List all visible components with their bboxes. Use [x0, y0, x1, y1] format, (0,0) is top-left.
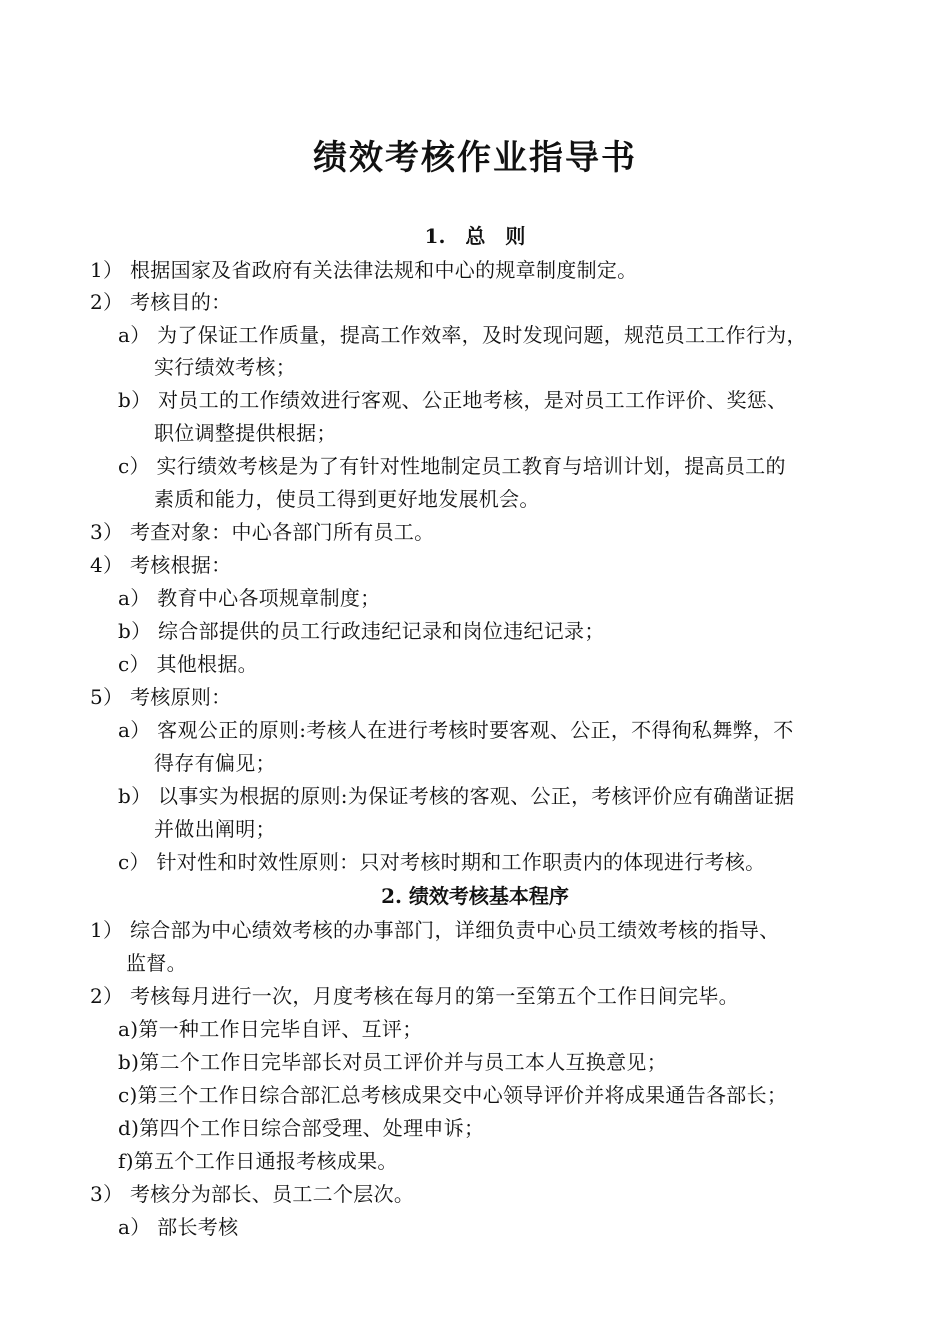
list-item: a） 教育中心各项规章制度；	[118, 586, 381, 610]
list-item: 2） 考核目的：	[90, 290, 232, 314]
list-item: 1） 综合部为中心绩效考核的办事部门，详细负责中心员工绩效考核的指导、	[90, 918, 780, 942]
list-item: b） 以事实为根据的原则:为保证考核的客观、公正，考核评价应有确凿证据	[118, 784, 795, 808]
list-item: c） 其他根据。	[118, 652, 258, 676]
list-item: b） 对员工的工作绩效进行客观、公正地考核，是对员工工作评价、奖惩、	[118, 388, 788, 412]
document-title: 绩效考核作业指导书	[313, 138, 637, 178]
list-item: 4） 考核根据：	[90, 553, 232, 577]
list-item: c） 实行绩效考核是为了有针对性地制定员工教育与培训计划，提高员工的	[118, 454, 786, 478]
list-item: d)第四个工作日综合部受理、处理申诉；	[118, 1116, 485, 1140]
list-item: 3） 考查对象：中心各部门所有员工。	[90, 520, 435, 544]
list-item-continuation: 监督。	[126, 951, 187, 975]
list-item: 5） 考核原则：	[90, 685, 232, 709]
section-heading-procedure: 2. 绩效考核基本程序	[381, 884, 569, 908]
list-item: c)第三个工作日综合部汇总考核成果交中心领导评价并将成果通告各部长；	[118, 1083, 788, 1107]
list-item-continuation: 得存有偏见；	[154, 751, 276, 775]
list-item: 1） 根据国家及省政府有关法律法规和中心的规章制度制定。	[90, 258, 638, 282]
list-item: a） 部长考核	[118, 1215, 239, 1239]
list-item: b)第二个工作日完毕部长对员工评价并与员工本人互换意见；	[118, 1050, 668, 1074]
list-item: a） 为了保证工作质量，提高工作效率，及时发现问题，规范员工工作行为，	[118, 323, 807, 347]
list-item-continuation: 职位调整提供根据；	[154, 421, 337, 445]
list-item: b） 综合部提供的员工行政违纪记录和岗位违纪记录；	[118, 619, 605, 643]
list-item-continuation: 并做出阐明；	[154, 817, 276, 841]
list-item: c） 针对性和时效性原则：只对考核时期和工作职责内的体现进行考核。	[118, 850, 766, 874]
list-item: a)第一种工作日完毕自评、互评；	[118, 1017, 423, 1041]
list-item-continuation: 实行绩效考核；	[154, 355, 297, 379]
list-item: 3） 考核分为部长、员工二个层次。	[90, 1182, 415, 1206]
list-item: 2） 考核每月进行一次，月度考核在每月的第一至第五个工作日间完毕。	[90, 984, 739, 1008]
list-item: a） 客观公正的原则:考核人在进行考核时要客观、公正，不得徇私舞弊，不	[118, 718, 794, 742]
section-heading-general: 1. 总 则	[424, 224, 526, 248]
list-item: f)第五个工作日通报考核成果。	[118, 1149, 398, 1173]
list-item-continuation: 素质和能力，使员工得到更好地发展机会。	[154, 487, 540, 511]
